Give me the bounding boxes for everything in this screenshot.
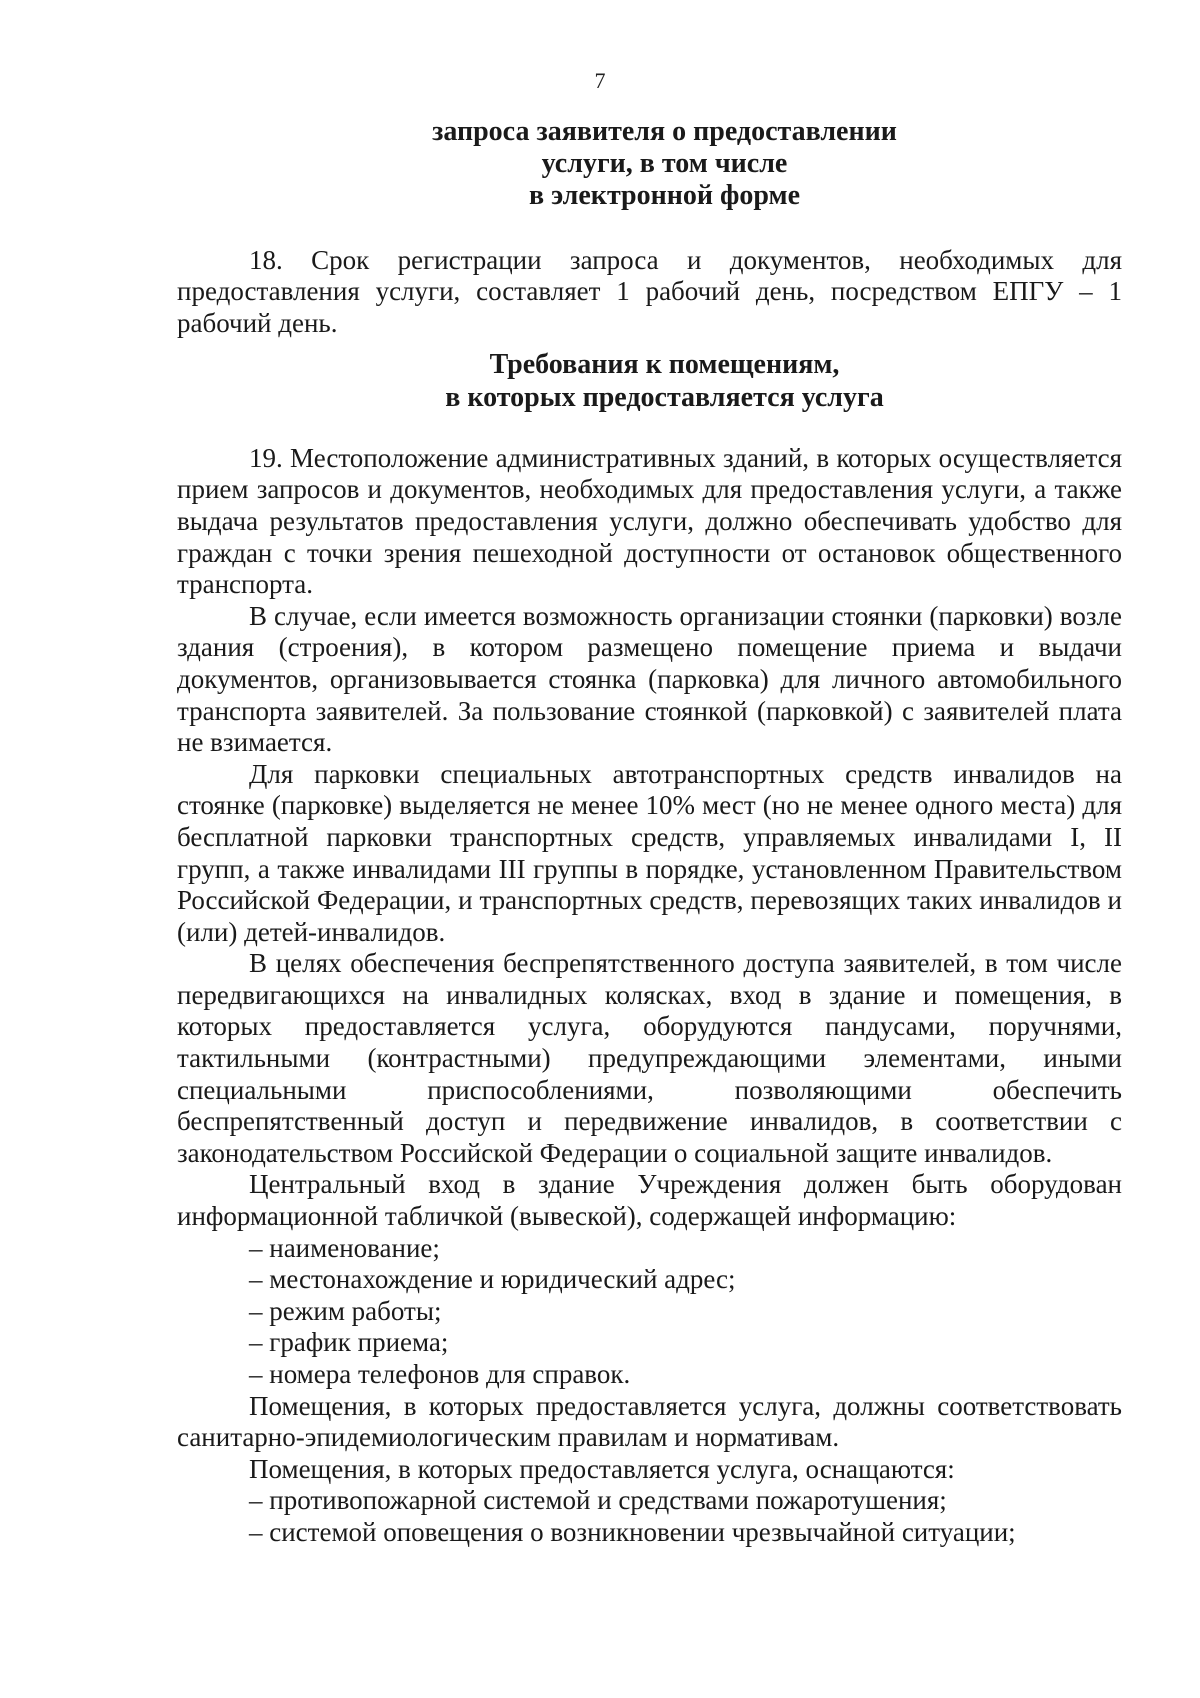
list-item: – противопожарной системой и средствами пожаротушения; bbox=[249, 1485, 947, 1516]
list-item: – график приема; bbox=[249, 1327, 449, 1358]
section-heading-premises-requirements bbox=[207, 349, 1122, 413]
paragraph-19-location: 19. Местоположение административных зданий, в которых осуществляется прием запросов и документов, необходимых для предоставления услуги, а также выдача результатов предоставления услуги, должно обеспечивать удобство для граждан с точки зрения пешеходной доступности от остановок общественного транспорта. bbox=[177, 442, 1122, 600]
heading-line: в электронной форме bbox=[528, 180, 801, 212]
list-item: – номера телефонов для справок. bbox=[249, 1359, 631, 1390]
equipment-list bbox=[177, 1485, 1122, 1548]
heading-line: Требования к помещениям, bbox=[489, 349, 840, 381]
section-heading-request-registration bbox=[207, 116, 1122, 213]
page-number: 7 bbox=[594, 68, 606, 93]
paragraph-parking: В случае, если имеется возможность организации стоянки (парковки) возле здания (строения), в котором размещено помещение приема и выдачи документов, организовывается стоянка (парковка) для личного автомобильного транспорта заявителей. За пользование стоянкой (парковкой) с заявителей плата не взимается. bbox=[177, 600, 1122, 758]
paragraph-18: 18. Срок регистрации запроса и документов, необходимых для предоставления услуги, составляет 1 рабочий день, посредством ЕПГУ – 1 рабочий день. bbox=[177, 244, 1122, 338]
paragraph-entrance-sign: Центральный вход в здание Учреждения должен быть оборудован информационной табличкой (вывеской), содержащей информацию: bbox=[177, 1169, 1122, 1232]
list-item: – системой оповещения о возникновении чрезвычайной ситуации; bbox=[249, 1516, 1016, 1547]
list-item: – режим работы; bbox=[249, 1295, 442, 1326]
list-item: – местонахождение и юридический адрес; bbox=[249, 1264, 736, 1295]
document-body bbox=[177, 116, 1122, 1549]
list-item: – наименование; bbox=[249, 1232, 440, 1263]
heading-line: услуги, в том числе bbox=[541, 148, 788, 180]
paragraph-equipped: Помещения, в которых предоставляется услуга, оснащаются: bbox=[249, 1453, 955, 1484]
sign-info-list bbox=[177, 1233, 1122, 1391]
paragraph-sanitary: Помещения, в которых предоставляется услуга, должны соответствовать санитарно-эпидемиологическим правилам и нормативам. bbox=[177, 1390, 1122, 1453]
paragraph-accessibility: В целях обеспечения беспрепятственного доступа заявителей, в том числе передвигающихся на инвалидных колясках, вход в здание и помещения, в которых предоставляется услуга, оборудуются пандусами, поручнями, тактильными (контрастными) предупреждающими элементами, иными специальными приспособлениями, позволяющими обеспечить беспрепятственный доступ и передвижение инвалидов, в соответствии с законодательством Российской Федерации о социальной защите инвалидов. bbox=[177, 948, 1122, 1168]
heading-line: в которых предоставляется услуга bbox=[445, 381, 884, 413]
paragraph-disabled-parking: Для парковки специальных автотранспортных средств инвалидов на стоянке (парковке) выделяется не менее 10% мест (но не менее одного места) для бесплатной парковки транспортных средств, управляемых инвалидами I, II групп, а также инвалидами III группы в порядке, установленном Правительством Российской Федерации, и транспортных средств, перевозящих таких инвалидов и (или) детей-инвалидов. bbox=[177, 758, 1122, 947]
heading-line: запроса заявителя о предоставлении bbox=[432, 116, 897, 147]
